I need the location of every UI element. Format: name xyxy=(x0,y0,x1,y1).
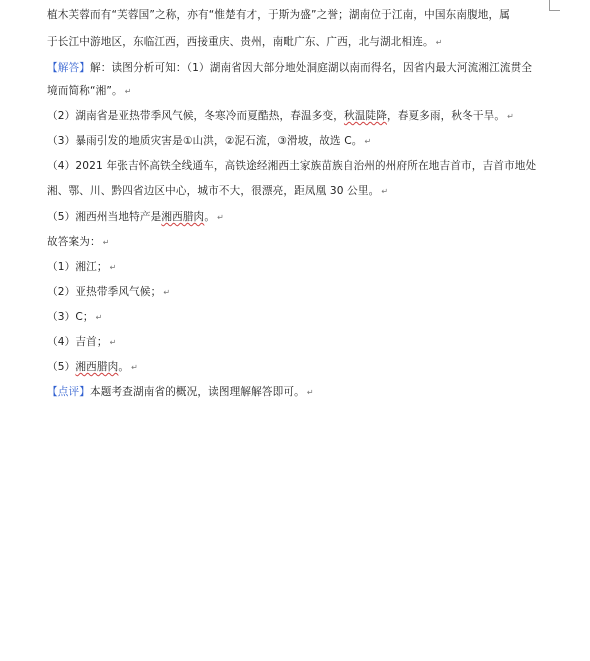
text-line-9 xyxy=(47,210,567,225)
paragraph-mark: ↵ xyxy=(131,363,138,372)
text-line-5 xyxy=(47,109,567,124)
paragraph-mark: ↵ xyxy=(163,288,171,297)
paragraph-mark: ↵ xyxy=(306,388,314,397)
text-line-6 xyxy=(47,134,567,149)
line-text: （1）湘江； xyxy=(47,261,108,273)
text-line-10 xyxy=(47,235,567,250)
paragraph-mark: ↵ xyxy=(381,187,389,196)
line-text: 湘、鄂、川、黔四省边区中心，城市不大，很漂亮，距凤凰 30 公里。 xyxy=(47,185,380,197)
line-text: （4）吉首； xyxy=(47,336,108,348)
line-text: （2）亚热带季风气候； xyxy=(47,286,162,298)
line-text: （3）C； xyxy=(47,311,94,323)
line-text: 解：读图分析可知：（1）湖南省因大部分地处洞庭湖以南而得名，因省内最大河流湘江流贯全 xyxy=(89,62,533,74)
text-line-8 xyxy=(47,184,567,199)
line-text: （3）暴雨引发的地质灾害是①山洪，②泥石流，③滑坡，故选 C。 xyxy=(47,135,363,147)
paragraph-mark: ↵ xyxy=(507,112,514,121)
paragraph-mark: ↵ xyxy=(109,338,117,347)
text-line-4 xyxy=(47,84,567,99)
spellcheck-word: 秋温陡降 xyxy=(343,110,387,122)
text-line-12 xyxy=(47,285,567,300)
line-text: 故答案为： xyxy=(47,236,101,248)
line-text: （2）湖南省是亚热带季风气候，冬寒冷而夏酷热，春温多变， xyxy=(47,110,344,122)
text-line-13 xyxy=(47,310,567,325)
text-line-7 xyxy=(47,159,567,173)
line-text: 植木芙蓉而有“芙蓉国”之称，亦有“惟楚有才，于斯为盛”之誉；湖南位于江南，中国东南腹地，属 xyxy=(47,9,511,21)
spellcheck-word: 湘西腊肉 xyxy=(161,211,205,223)
line-text: （4）2021 年张吉怀高铁全线通车，高铁途经湘西土家族苗族自治州的州府所在地吉首市，吉首市地处 xyxy=(47,160,537,172)
answer-tag: 【解答】 xyxy=(47,62,90,74)
line-text: ，春夏多雨，秋冬干旱。 xyxy=(386,110,506,122)
paragraph-mark: ↵ xyxy=(124,87,132,96)
text-line-16 xyxy=(47,385,567,400)
text-line-1 xyxy=(47,8,567,22)
text-line-15 xyxy=(47,360,567,375)
text-line-2 xyxy=(47,35,567,50)
comment-tag: 【点评】 xyxy=(47,386,90,398)
line-text: 境而简称“湘”。 xyxy=(47,85,123,97)
paragraph-mark: ↵ xyxy=(217,213,224,222)
text-line-11 xyxy=(47,260,567,275)
text-line-3 xyxy=(47,61,567,75)
line-text: （5）湘西州当地特产是 xyxy=(47,211,162,223)
spellcheck-word: 湘西腊肉 xyxy=(75,361,119,373)
text-line-14 xyxy=(47,335,567,350)
paragraph-mark: ↵ xyxy=(109,263,117,272)
line-text: 。 xyxy=(204,211,216,223)
line-text: 。 xyxy=(118,361,130,373)
paragraph-mark: ↵ xyxy=(364,137,372,146)
line-text: 于长江中游地区，东临江西，西接重庆、贵州，南毗广东、广西，北与湖北相连。 xyxy=(47,36,434,48)
line-text: （5） xyxy=(47,361,76,373)
paragraph-mark: ↵ xyxy=(95,313,103,322)
line-text: 本题考查湖南省的概况，读图理解解答即可。 xyxy=(89,386,305,398)
paragraph-mark: ↵ xyxy=(435,38,443,47)
paragraph-mark: ↵ xyxy=(102,238,110,247)
